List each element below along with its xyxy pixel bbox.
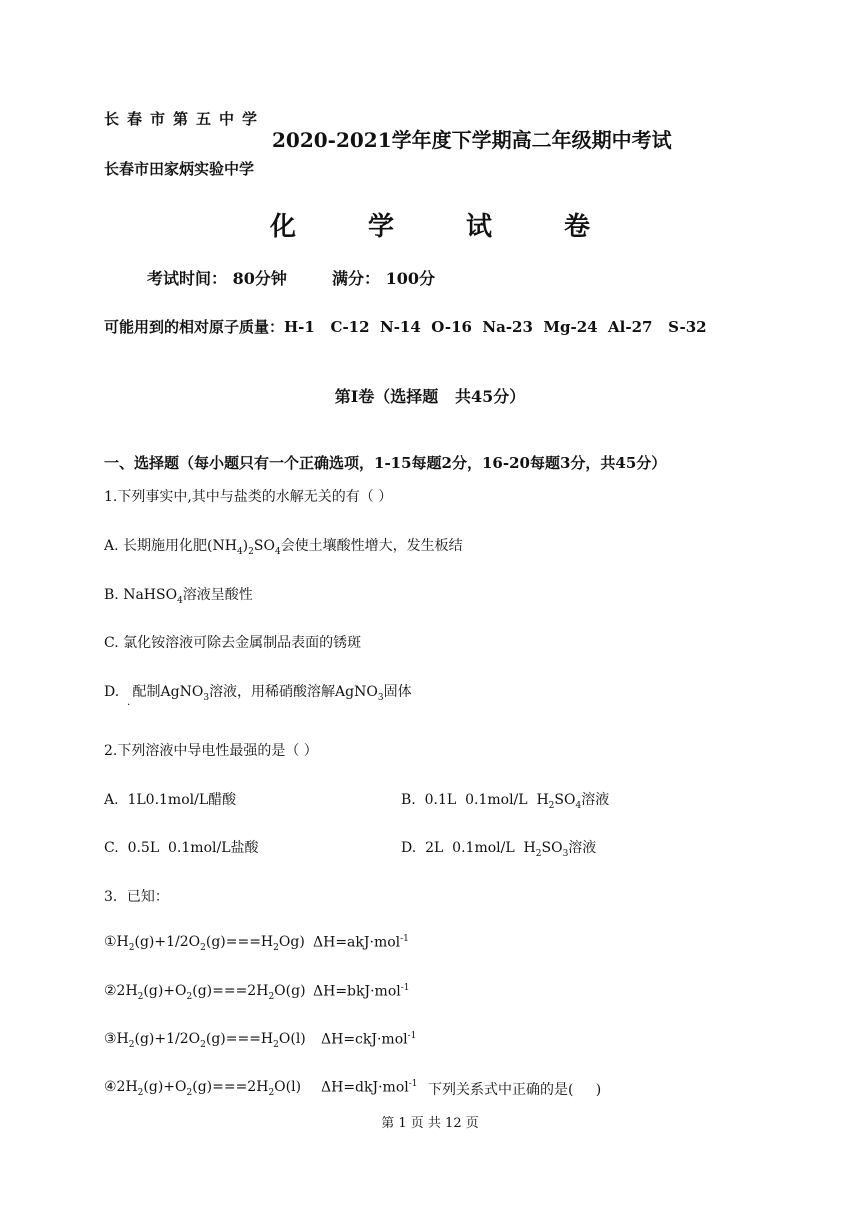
atomic-masses: 可能用到的相对原子质量：H-1 C-12 N-14 O-16 Na-23 Mg-24 Al-27 S-32 [104,318,707,336]
q3-question-tail: 下列关系式中正确的是( ) [428,1082,602,1098]
question-3-stem: 3．已知： [104,889,169,905]
subject-char: 卷 [564,212,591,242]
q3-enthalpy-1: ΔH=akJ·mol$^{-1}$ [313,934,409,951]
q2-option-d: D. 2L 0.1mol/L $H_2SO_3$溶液 [401,840,597,859]
time-value: 80分钟 [232,269,287,288]
subject-char: 试 [466,212,493,242]
q2-option-b: B. 0.1L 0.1mol/L $H_2SO_4$溶液 [401,792,610,811]
q3-enthalpy-4: ΔH=dkJ·mol$^{-1}$ [321,1079,418,1096]
q1-option-d: D. 配制AgNO$_3$溶液，用稀硝酸溶解AgNO$_3$固体 [104,684,412,703]
q1-option-a: A. 长期施用化肥$(NH_4)_2SO_4$会使土壤酸性增大，发生板结 [104,538,463,557]
score-value: 100分 [385,269,436,288]
q1-option-c: C. 氯化铵溶液可除去金属制品表面的锈斑 [104,635,362,651]
time-label: 考试时间： [147,269,228,288]
exam-info [147,266,435,289]
q2-option-c: C. 0.5L 0.1mol/L盐酸 [104,840,259,856]
question-2-stem: 2.下列溶液中导电性最强的是（ ） [104,743,318,759]
score-label: 满分： [332,269,381,288]
subject-char: 化 [269,212,296,242]
q3-equation-3: $③H_2(g)+1/2O_2(g)===H_2O(l)$ [104,1031,306,1050]
school-name-1: 长春市第五中学 [104,110,266,128]
q3-enthalpy-2: ΔH=bkJ·mol$^{-1}$ [313,983,410,1000]
q1-option-b: B. NaHSO$_4$溶液呈酸性 [104,587,253,606]
page-footer: 第 1 页 共 12 页 [381,1116,479,1131]
q2-option-a: A. 1L0.1mol/L醋酸 [104,792,237,808]
stray-dot: · [127,700,131,711]
subject-char: 学 [367,212,394,242]
q3-equation-4: $④2H_2(g)+O_2(g)===2H_2O(l)$ [104,1079,302,1098]
section-title: 一、选择题（每小题只有一个正确选项，1-15每题2分，16-20每题3分，共45分） [104,454,667,472]
q3-enthalpy-3: ΔH=ckJ·mol$^{-1}$ [321,1031,417,1048]
exam-title: 2020-2021学年度下学期高二年级期中考试 [272,128,672,152]
question-1-stem: 1.下列事实中,其中与盐类的水解无关的有（ ） [104,489,393,505]
subject-title [0,206,860,243]
q3-equation-2: $②2H_2(g)+O_2(g)===2H_2O(g)$ [104,983,306,1002]
school-name-2: 长春市田家炳实验中学 [104,160,255,178]
part-title: 第Ⅰ卷（选择题 共45分） [334,387,526,406]
q3-equation-1: $①H_2(g)+1/2O_2(g)===H_2Og$) [104,934,305,953]
